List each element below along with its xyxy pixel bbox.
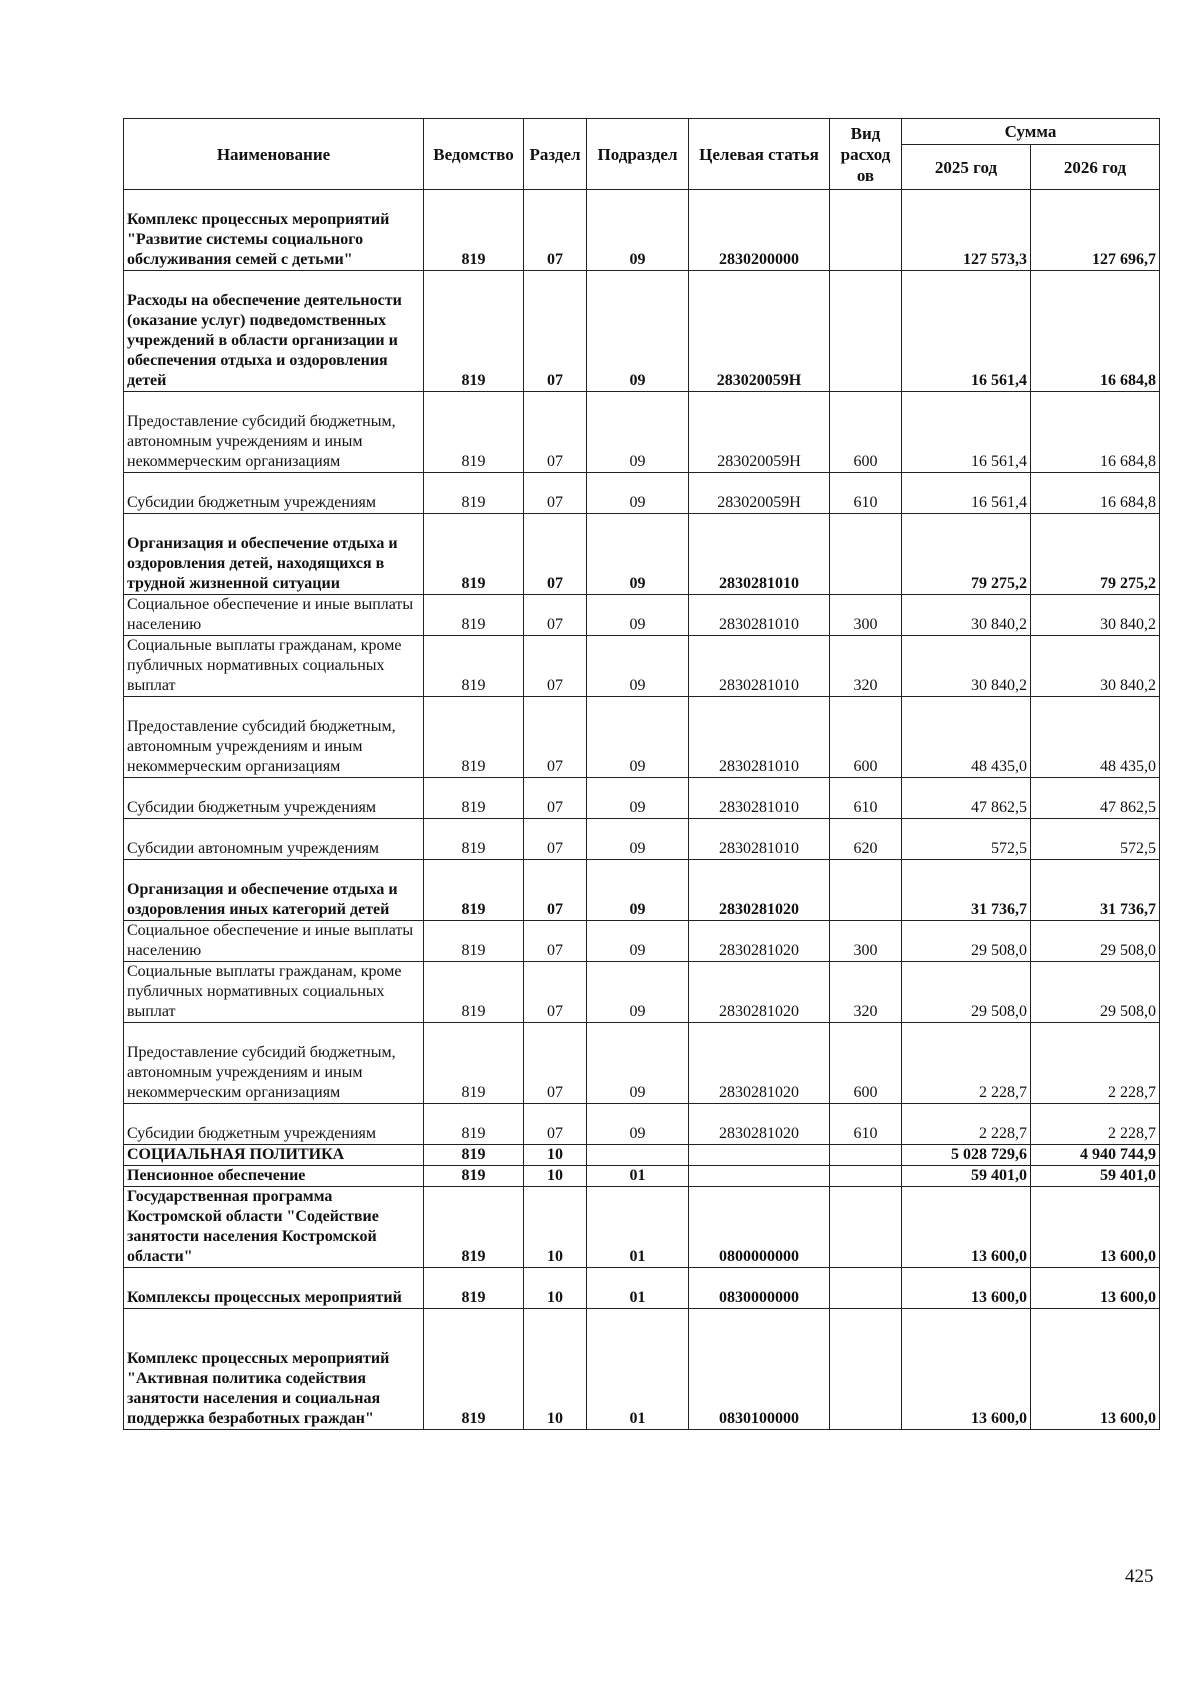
- table-row: [124, 595, 1160, 636]
- row-sum-2026-cell: 48 435,0: [1031, 697, 1160, 778]
- row-expense-type-cell: [830, 271, 902, 392]
- budget-table-container: [123, 118, 1159, 1430]
- row-sum-2025-cell: 2 228,7: [902, 1104, 1031, 1145]
- row-sum-2026-cell: 16 684,8: [1031, 392, 1160, 473]
- row-name-cell: Комплексы процессных мероприятий: [124, 1268, 424, 1309]
- row-department-cell: 819: [424, 860, 524, 921]
- row-expense-type-cell: 600: [830, 392, 902, 473]
- row-department-cell: 819: [424, 1309, 524, 1430]
- header-subsection: Подраздел: [587, 119, 689, 190]
- row-name-cell: Субсидии бюджетным учреждениям: [124, 778, 424, 819]
- row-subsection-cell: 09: [587, 860, 689, 921]
- row-name-cell: Социальные выплаты гражданам, кроме публичных нормативных социальных выплат: [124, 636, 424, 697]
- row-sum-2025-cell: 127 573,3: [902, 190, 1031, 271]
- row-expense-type-cell: [830, 514, 902, 595]
- row-sum-2026-cell: 4 940 744,9: [1031, 1145, 1160, 1166]
- header-target-article: Целевая статья: [689, 119, 830, 190]
- row-name-cell: Организация и обеспечение отдыха и оздоровления иных категорий детей: [124, 860, 424, 921]
- row-expense-type-cell: [830, 1145, 902, 1166]
- header-name: Наименование: [124, 119, 424, 190]
- row-name-cell: Предоставление субсидий бюджетным, автономным учреждениям и иным некоммерческим организациям: [124, 392, 424, 473]
- row-target-article-cell: 2830200000: [689, 190, 830, 271]
- row-section-cell: 07: [524, 697, 587, 778]
- row-department-cell: 819: [424, 1023, 524, 1104]
- table-row: [124, 697, 1160, 778]
- row-subsection-cell: 01: [587, 1268, 689, 1309]
- row-section-cell: 07: [524, 190, 587, 271]
- row-department-cell: 819: [424, 921, 524, 962]
- row-sum-2026-cell: 30 840,2: [1031, 636, 1160, 697]
- table-row: [124, 1268, 1160, 1309]
- table-row: [124, 1187, 1160, 1268]
- table-row: [124, 778, 1160, 819]
- row-name-cell: Организация и обеспечение отдыха и оздоровления детей, находящихся в трудной жизненной ситуации: [124, 514, 424, 595]
- row-department-cell: 819: [424, 962, 524, 1023]
- row-section-cell: 07: [524, 514, 587, 595]
- table-row: [124, 1023, 1160, 1104]
- row-department-cell: 819: [424, 1166, 524, 1187]
- row-name-cell: Субсидии автономным учреждениям: [124, 819, 424, 860]
- row-subsection-cell: 09: [587, 778, 689, 819]
- row-department-cell: 819: [424, 1145, 524, 1166]
- row-section-cell: 10: [524, 1166, 587, 1187]
- row-expense-type-cell: 620: [830, 819, 902, 860]
- row-name-cell: СОЦИАЛЬНАЯ ПОЛИТИКА: [124, 1145, 424, 1166]
- row-section-cell: 10: [524, 1309, 587, 1430]
- row-target-article-cell: 2830281010: [689, 514, 830, 595]
- row-sum-2025-cell: 13 600,0: [902, 1268, 1031, 1309]
- row-subsection-cell: 09: [587, 392, 689, 473]
- row-section-cell: 10: [524, 1145, 587, 1166]
- row-sum-2026-cell: 47 862,5: [1031, 778, 1160, 819]
- row-subsection-cell: [587, 1145, 689, 1166]
- row-target-article-cell: 2830281020: [689, 962, 830, 1023]
- row-department-cell: 819: [424, 392, 524, 473]
- row-subsection-cell: 09: [587, 271, 689, 392]
- row-sum-2025-cell: 30 840,2: [902, 636, 1031, 697]
- table-row: [124, 860, 1160, 921]
- row-subsection-cell: 09: [587, 636, 689, 697]
- row-subsection-cell: 01: [587, 1166, 689, 1187]
- row-subsection-cell: 09: [587, 1104, 689, 1145]
- row-name-cell: Предоставление субсидий бюджетным, автономным учреждениям и иным некоммерческим организациям: [124, 1023, 424, 1104]
- row-sum-2026-cell: 127 696,7: [1031, 190, 1160, 271]
- row-sum-2025-cell: 2 228,7: [902, 1023, 1031, 1104]
- row-department-cell: 819: [424, 190, 524, 271]
- row-sum-2026-cell: 30 840,2: [1031, 595, 1160, 636]
- row-department-cell: 819: [424, 595, 524, 636]
- row-target-article-cell: 2830281020: [689, 860, 830, 921]
- row-target-article-cell: 0830100000: [689, 1309, 830, 1430]
- row-target-article-cell: 2830281010: [689, 778, 830, 819]
- row-expense-type-cell: 320: [830, 962, 902, 1023]
- row-sum-2026-cell: 31 736,7: [1031, 860, 1160, 921]
- row-department-cell: 819: [424, 514, 524, 595]
- row-sum-2025-cell: 13 600,0: [902, 1309, 1031, 1430]
- row-target-article-cell: 0800000000: [689, 1187, 830, 1268]
- table-row: [124, 1145, 1160, 1166]
- row-sum-2025-cell: 47 862,5: [902, 778, 1031, 819]
- row-expense-type-cell: [830, 1187, 902, 1268]
- row-subsection-cell: 09: [587, 697, 689, 778]
- row-sum-2026-cell: 16 684,8: [1031, 473, 1160, 514]
- row-section-cell: 07: [524, 636, 587, 697]
- row-name-cell: Социальное обеспечение и иные выплаты населению: [124, 595, 424, 636]
- row-expense-type-cell: [830, 1309, 902, 1430]
- row-target-article-cell: 283020059Н: [689, 392, 830, 473]
- row-subsection-cell: 09: [587, 595, 689, 636]
- table-row: [124, 271, 1160, 392]
- table-body: [124, 190, 1160, 1430]
- table-row: [124, 636, 1160, 697]
- row-name-cell: Пенсионное обеспечение: [124, 1166, 424, 1187]
- table-row: [124, 190, 1160, 271]
- row-sum-2025-cell: 572,5: [902, 819, 1031, 860]
- row-name-cell: Субсидии бюджетным учреждениям: [124, 1104, 424, 1145]
- row-section-cell: 07: [524, 962, 587, 1023]
- row-subsection-cell: 09: [587, 921, 689, 962]
- header-expense-type: Вид расход ов: [830, 119, 902, 190]
- budget-table: [123, 118, 1160, 1430]
- row-sum-2026-cell: 2 228,7: [1031, 1023, 1160, 1104]
- row-expense-type-cell: 300: [830, 921, 902, 962]
- table-row: [124, 1104, 1160, 1145]
- row-expense-type-cell: 300: [830, 595, 902, 636]
- row-name-cell: Комплекс процессных мероприятий "Развитие системы социального обслуживания семей с детьми": [124, 190, 424, 271]
- table-row: [124, 473, 1160, 514]
- header-year-2025: 2025 год: [902, 145, 1031, 190]
- row-target-article-cell: 283020059Н: [689, 271, 830, 392]
- row-section-cell: 07: [524, 819, 587, 860]
- row-sum-2026-cell: 16 684,8: [1031, 271, 1160, 392]
- row-sum-2025-cell: 30 840,2: [902, 595, 1031, 636]
- row-expense-type-cell: 600: [830, 697, 902, 778]
- row-section-cell: 07: [524, 921, 587, 962]
- row-sum-2026-cell: 59 401,0: [1031, 1166, 1160, 1187]
- row-section-cell: 07: [524, 271, 587, 392]
- header-sum: Сумма: [902, 119, 1160, 145]
- row-target-article-cell: 2830281010: [689, 595, 830, 636]
- row-name-cell: Комплекс процессных мероприятий "Активная политика содействия занятости населения и социальная поддержка безработных граждан": [124, 1309, 424, 1430]
- row-name-cell: Предоставление субсидий бюджетным, автономным учреждениям и иным некоммерческим организациям: [124, 697, 424, 778]
- row-target-article-cell: 0830000000: [689, 1268, 830, 1309]
- row-section-cell: 07: [524, 1023, 587, 1104]
- row-target-article-cell: [689, 1166, 830, 1187]
- row-expense-type-cell: [830, 860, 902, 921]
- row-sum-2026-cell: 29 508,0: [1031, 921, 1160, 962]
- row-target-article-cell: 2830281020: [689, 1023, 830, 1104]
- row-expense-type-cell: 320: [830, 636, 902, 697]
- row-department-cell: 819: [424, 697, 524, 778]
- row-section-cell: 10: [524, 1187, 587, 1268]
- row-section-cell: 07: [524, 595, 587, 636]
- row-sum-2026-cell: 2 228,7: [1031, 1104, 1160, 1145]
- table-row: [124, 921, 1160, 962]
- row-name-cell: Социальные выплаты гражданам, кроме публичных нормативных социальных выплат: [124, 962, 424, 1023]
- row-sum-2025-cell: 29 508,0: [902, 921, 1031, 962]
- row-sum-2026-cell: 29 508,0: [1031, 962, 1160, 1023]
- row-name-cell: Расходы на обеспечение деятельности (оказание услуг) подведомственных учреждений в области организации и обеспечения отдыха и оздоровления детей: [124, 271, 424, 392]
- row-sum-2025-cell: 16 561,4: [902, 392, 1031, 473]
- row-expense-type-cell: [830, 190, 902, 271]
- row-sum-2026-cell: 13 600,0: [1031, 1187, 1160, 1268]
- row-name-cell: Государственная программа Костромской области "Содействие занятости населения Костромской области": [124, 1187, 424, 1268]
- row-section-cell: 10: [524, 1268, 587, 1309]
- row-subsection-cell: 09: [587, 1023, 689, 1104]
- row-sum-2026-cell: 79 275,2: [1031, 514, 1160, 595]
- row-expense-type-cell: 600: [830, 1023, 902, 1104]
- header-section: Раздел: [524, 119, 587, 190]
- row-target-article-cell: 2830281010: [689, 819, 830, 860]
- row-department-cell: 819: [424, 819, 524, 860]
- table-row: [124, 514, 1160, 595]
- row-expense-type-cell: 610: [830, 1104, 902, 1145]
- row-subsection-cell: 09: [587, 190, 689, 271]
- row-target-article-cell: 2830281020: [689, 1104, 830, 1145]
- row-subsection-cell: 09: [587, 962, 689, 1023]
- row-subsection-cell: 01: [587, 1187, 689, 1268]
- row-department-cell: 819: [424, 271, 524, 392]
- row-subsection-cell: 09: [587, 819, 689, 860]
- row-expense-type-cell: 610: [830, 473, 902, 514]
- table-row: [124, 962, 1160, 1023]
- row-department-cell: 819: [424, 1104, 524, 1145]
- table-row: [124, 1166, 1160, 1187]
- row-department-cell: 819: [424, 636, 524, 697]
- row-sum-2025-cell: 16 561,4: [902, 473, 1031, 514]
- row-sum-2025-cell: 16 561,4: [902, 271, 1031, 392]
- row-sum-2026-cell: 572,5: [1031, 819, 1160, 860]
- row-sum-2025-cell: 13 600,0: [902, 1187, 1031, 1268]
- row-sum-2025-cell: 48 435,0: [902, 697, 1031, 778]
- table-row: [124, 392, 1160, 473]
- row-section-cell: 07: [524, 392, 587, 473]
- row-sum-2026-cell: 13 600,0: [1031, 1309, 1160, 1430]
- row-subsection-cell: 09: [587, 473, 689, 514]
- row-department-cell: 819: [424, 473, 524, 514]
- row-name-cell: Субсидии бюджетным учреждениям: [124, 473, 424, 514]
- page-number: 425: [1125, 1566, 1154, 1587]
- row-expense-type-cell: 610: [830, 778, 902, 819]
- row-target-article-cell: 2830281020: [689, 921, 830, 962]
- row-expense-type-cell: [830, 1166, 902, 1187]
- row-name-cell: Социальное обеспечение и иные выплаты населению: [124, 921, 424, 962]
- row-expense-type-cell: [830, 1268, 902, 1309]
- row-department-cell: 819: [424, 1187, 524, 1268]
- row-department-cell: 819: [424, 778, 524, 819]
- row-subsection-cell: 01: [587, 1309, 689, 1430]
- row-target-article-cell: 2830281010: [689, 697, 830, 778]
- table-row: [124, 1309, 1160, 1430]
- row-sum-2025-cell: 29 508,0: [902, 962, 1031, 1023]
- row-target-article-cell: 283020059Н: [689, 473, 830, 514]
- row-sum-2025-cell: 5 028 729,6: [902, 1145, 1031, 1166]
- row-target-article-cell: 2830281010: [689, 636, 830, 697]
- row-department-cell: 819: [424, 1268, 524, 1309]
- row-sum-2025-cell: 59 401,0: [902, 1166, 1031, 1187]
- row-section-cell: 07: [524, 860, 587, 921]
- row-section-cell: 07: [524, 778, 587, 819]
- row-sum-2025-cell: 79 275,2: [902, 514, 1031, 595]
- row-section-cell: 07: [524, 1104, 587, 1145]
- header-row-1: [124, 119, 1160, 145]
- row-target-article-cell: [689, 1145, 830, 1166]
- row-sum-2026-cell: 13 600,0: [1031, 1268, 1160, 1309]
- row-section-cell: 07: [524, 473, 587, 514]
- row-subsection-cell: 09: [587, 514, 689, 595]
- table-row: [124, 819, 1160, 860]
- row-sum-2025-cell: 31 736,7: [902, 860, 1031, 921]
- header-year-2026: 2026 год: [1031, 145, 1160, 190]
- header-department: Ведомство: [424, 119, 524, 190]
